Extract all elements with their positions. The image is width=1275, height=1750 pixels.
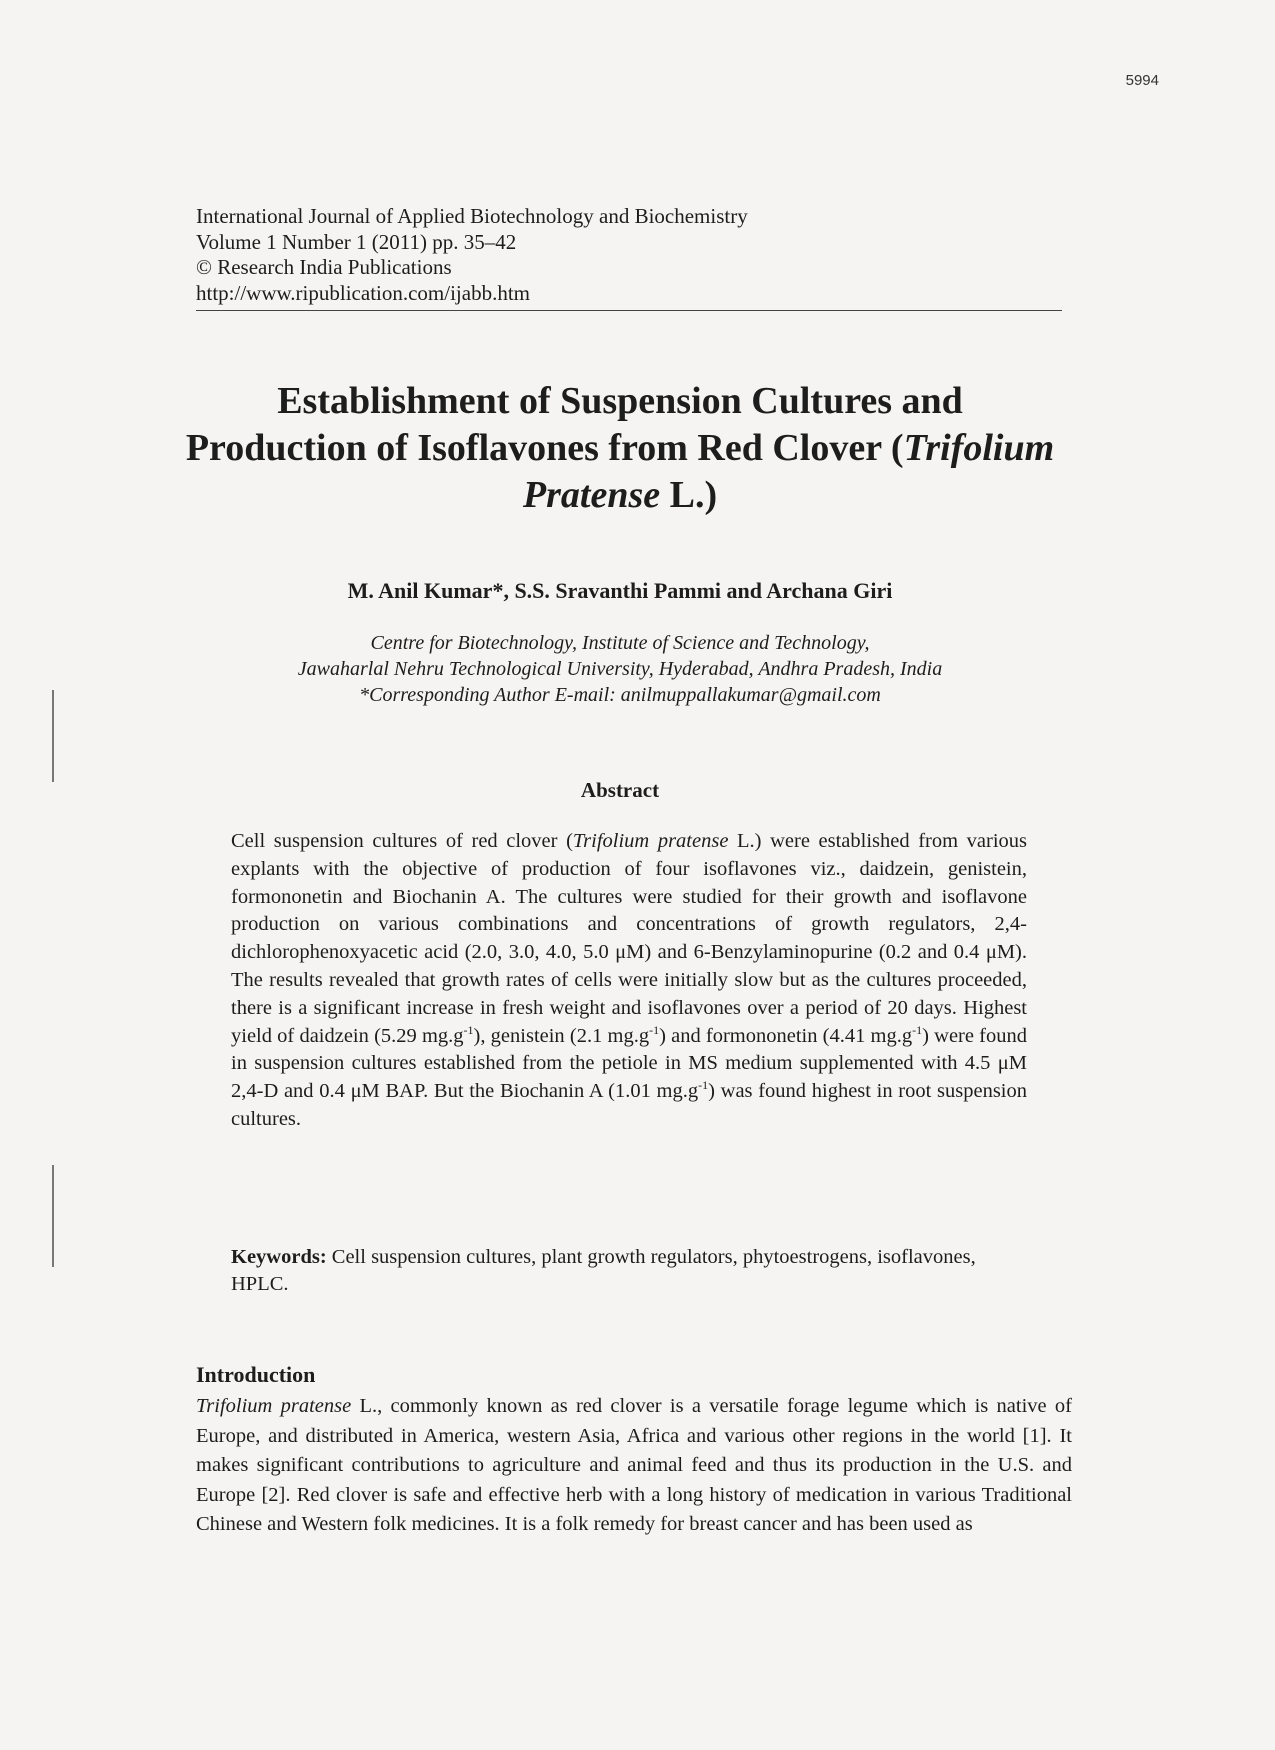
paper-title xyxy=(170,378,1070,519)
abstract-heading: Abstract xyxy=(580,778,660,802)
scan-mark xyxy=(52,690,54,782)
intro-species: Trifolium pratense xyxy=(196,1395,352,1417)
abstract-sup: -1 xyxy=(698,1078,709,1093)
title-line-1: Establishment of Suspension Cultures and xyxy=(277,380,963,422)
abstract-seg: ) were found in suspension cultures established from the petiole in MS medium supplemented with 4.5 μM 2,4-D and 0.4 μM BAP. But the Biochanin A (1.01 mg.g xyxy=(231,1024,1027,1103)
abstract-seg: Cell suspension cultures of red clover ( xyxy=(231,830,573,852)
authors: M. Anil Kumar*, S.S. Sravanthi Pammi and Archana Giri xyxy=(347,578,893,603)
journal-publisher: © Research India Publications xyxy=(196,255,452,279)
scan-mark xyxy=(52,1165,54,1267)
abstract-sup: -1 xyxy=(463,1022,474,1037)
title-italic-genus: Trifolium xyxy=(903,427,1055,469)
introduction-text xyxy=(196,1392,1072,1540)
abstract-seg: L.) were established from various explants with the objective of production of four isoflavones viz., daidzein, genistein, formononetin and Biochanin A. The cultures were studied for their growth and isoflavone production on various combinations and concentrations of growth regulators, 2,4-dichlorophenoxyacetic acid (2.0, 3.0, 4.0, 5.0 μM) and 6-Benzylaminopurine (0.2 and 0.4 μM). The results revealed that growth rates of cells were initially slow but as the cultures proceeded, there is a significant increase in fresh weight and isoflavones over a period of 20 days. Highest yield of daidzein (5.29 mg.g xyxy=(231,830,1027,1047)
intro-body: L., commonly known as red clover is a versatile forage legume which is native of Europe, and distributed in America, western Asia, Africa and various other regions in the world [1]. It makes significant contributions to agriculture and animal feed and thus its production in the U.S. and Europe [2]. Red clover is safe and effective herb with a long history of medication in various Traditional Chinese and Western folk medicines. It is a folk remedy for breast cancer and has been used as xyxy=(196,1395,1072,1535)
journal-info xyxy=(196,204,1062,311)
abstract-sup: -1 xyxy=(912,1022,923,1037)
abstract-seg: ), genistein (2.1 mg.g xyxy=(473,1024,650,1047)
abstract-text xyxy=(231,828,1027,1134)
affiliation-line-2: Jawaharlal Nehru Technological University, Hyderabad, Andhra Pradesh, India xyxy=(297,658,943,680)
abstract-species: Trifolium pratense xyxy=(572,830,729,852)
journal-name: International Journal of Applied Biotechnology and Biochemistry xyxy=(196,204,748,228)
introduction-heading: Introduction xyxy=(196,1362,316,1387)
journal-url[interactable]: http://www.ripublication.com/ijabb.htm xyxy=(196,280,531,305)
abstract-sup: -1 xyxy=(649,1022,660,1037)
title-line-2: Production of Isoflavones from Red Clover ( xyxy=(185,427,904,469)
affiliation-line-1: Centre for Biotechnology, Institute of Science and Technology, xyxy=(370,632,870,654)
keywords-text: Cell suspension cultures, plant growth regulators, phytoestrogens, isoflavones, HPLC. xyxy=(231,1246,976,1295)
abstract-seg: ) was found highest in root suspension cultures. xyxy=(231,1080,1027,1130)
title-italic-species: Pratense xyxy=(522,474,661,516)
title-end: L.) xyxy=(660,474,718,516)
journal-volume: Volume 1 Number 1 (2011) pp. 35–42 xyxy=(196,229,517,254)
page-number: 5994 xyxy=(1125,72,1159,89)
affiliation xyxy=(170,630,1070,708)
abstract-seg: ) and formononetin (4.41 mg.g xyxy=(659,1024,913,1047)
corresponding-author: *Corresponding Author E-mail: anilmuppallakumar@gmail.com xyxy=(359,684,881,706)
keywords xyxy=(231,1244,1027,1298)
keywords-label: Keywords: xyxy=(231,1246,327,1268)
